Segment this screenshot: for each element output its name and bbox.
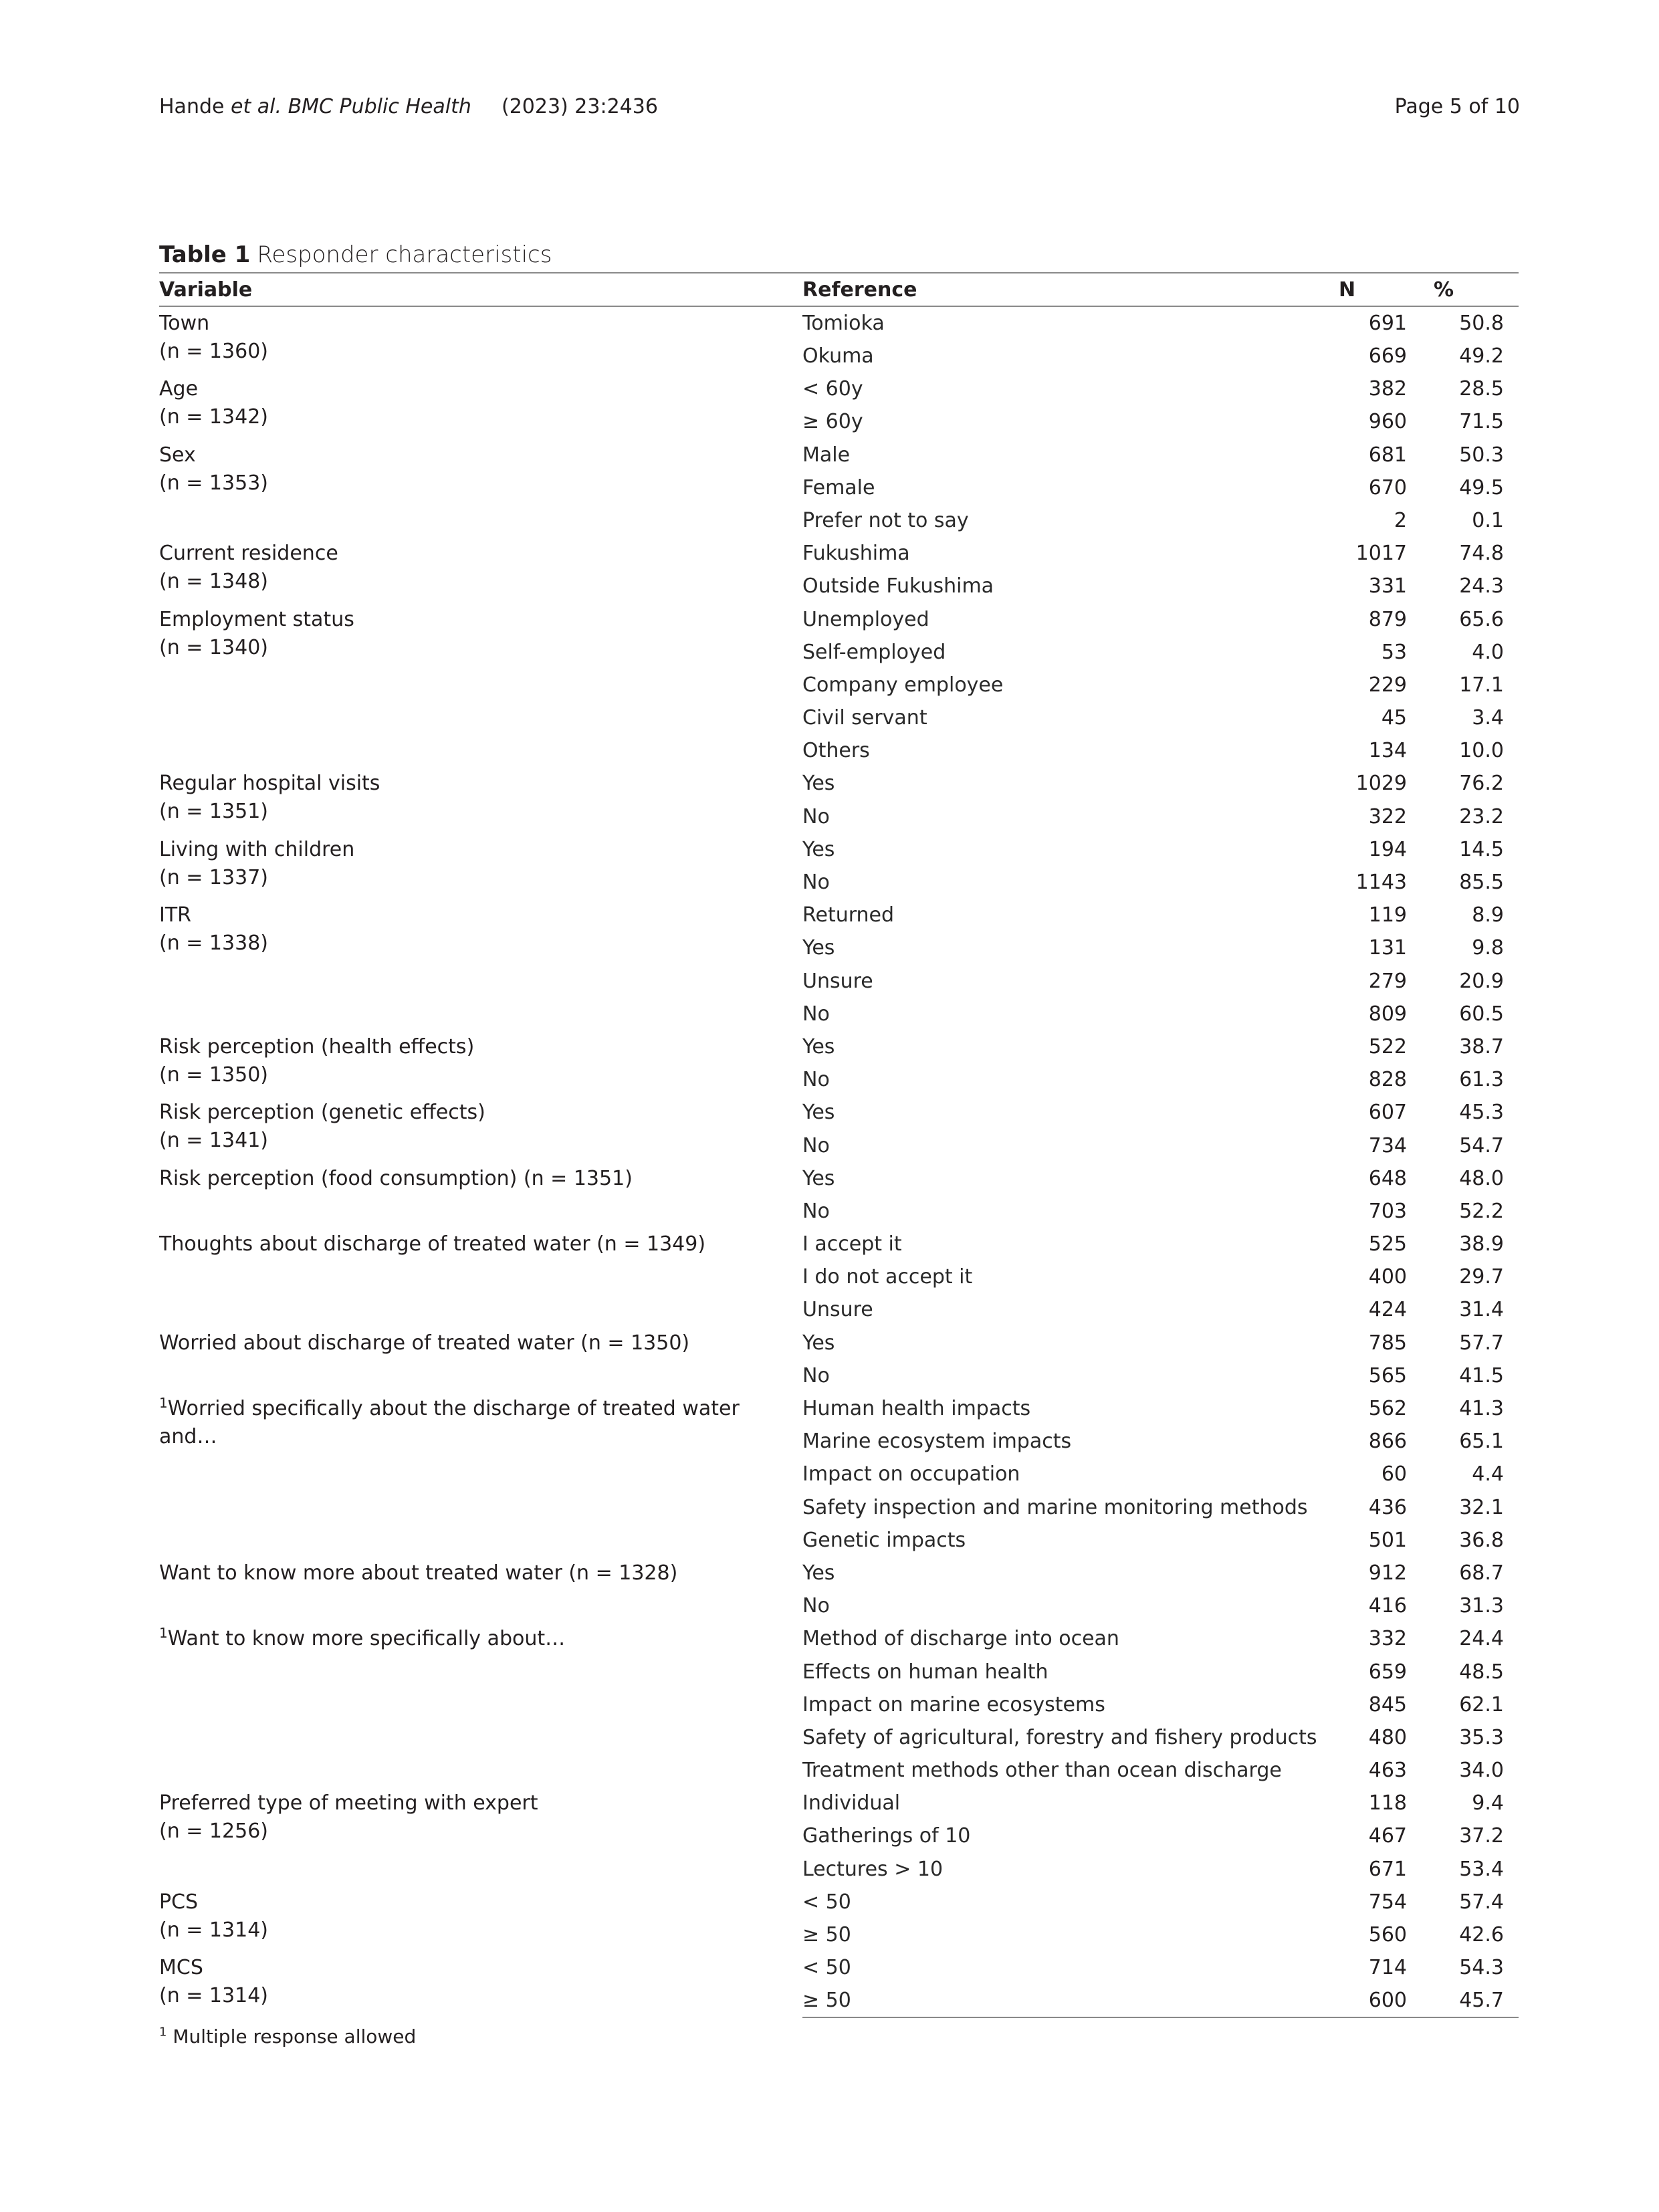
table-row <box>159 1622 1519 1655</box>
n-cell: 670 <box>1368 475 1407 500</box>
reference-cell: Self-employed <box>802 640 946 664</box>
percent-cell: 65.6 <box>1459 607 1504 631</box>
n-cell: 562 <box>1368 1397 1407 1420</box>
table-row <box>159 1228 1519 1260</box>
percent-cell: 9.4 <box>1472 1791 1504 1815</box>
variable-name: ITR <box>159 903 192 927</box>
percent-cell: 52.2 <box>1459 1199 1504 1223</box>
variable-sample-size: (n = 1341) <box>159 1129 268 1153</box>
percent-cell: 65.1 <box>1459 1430 1504 1454</box>
table-row <box>159 1886 1519 1918</box>
variable-name: MCS <box>159 1956 203 1980</box>
variable-cell <box>159 767 802 833</box>
reference-cell: Male <box>802 443 851 467</box>
variable-sample-size: (n = 1340) <box>159 635 268 659</box>
n-cell: 879 <box>1368 607 1407 631</box>
reference-cell: Yes <box>802 1101 835 1125</box>
reference-cell: Unemployed <box>802 607 929 631</box>
n-cell: 416 <box>1368 1594 1407 1618</box>
reference-cell: Unsure <box>802 1298 873 1322</box>
reference-cell: < 60y <box>802 377 863 401</box>
variable-cell <box>159 1886 802 1951</box>
variable-name: Want to know more specifically about… <box>167 1627 566 1651</box>
percent-cell: 36.8 <box>1459 1528 1504 1552</box>
reference-cell: Others <box>802 739 870 763</box>
reference-cell: Safety of agricultural, forestry and fishery products <box>802 1725 1317 1749</box>
reference-cell: Civil servant <box>802 706 927 730</box>
table-row <box>159 603 1519 636</box>
percent-cell: 24.3 <box>1459 574 1504 598</box>
reference-cell: No <box>802 804 830 828</box>
percent-cell: 45.3 <box>1459 1101 1504 1125</box>
percent-cell: 50.3 <box>1459 443 1504 467</box>
table-row <box>159 1096 1519 1129</box>
n-cell: 671 <box>1368 1857 1407 1881</box>
n-cell: 332 <box>1368 1627 1407 1651</box>
percent-cell: 61.3 <box>1459 1068 1504 1092</box>
percent-cell: 14.5 <box>1459 837 1504 861</box>
reference-cell: I do not accept it <box>802 1265 973 1289</box>
reference-cell: Yes <box>802 1331 835 1355</box>
percent-cell: 3.4 <box>1472 706 1504 730</box>
percent-cell: 57.4 <box>1459 1890 1504 1914</box>
reference-cell: Effects on human health <box>802 1660 1048 1684</box>
reference-cell: No <box>802 1594 830 1618</box>
n-cell: 131 <box>1368 936 1407 960</box>
percent-cell: 54.7 <box>1459 1133 1504 1157</box>
table-row <box>159 1162 1519 1195</box>
n-cell: 525 <box>1368 1232 1407 1256</box>
n-cell: 866 <box>1368 1430 1407 1454</box>
reference-cell: Method of discharge into ocean <box>802 1627 1119 1651</box>
n-cell: 785 <box>1368 1331 1407 1355</box>
reference-cell: < 50 <box>802 1956 851 1980</box>
n-cell: 118 <box>1368 1791 1407 1815</box>
variable-cell <box>159 1228 802 1327</box>
reference-cell: ≥ 50 <box>802 1984 1317 2017</box>
reference-cell: ≥ 50 <box>802 1923 851 1947</box>
n-cell: 382 <box>1368 377 1407 401</box>
variable-sample-size: (n = 1350) <box>159 1063 268 1087</box>
reference-cell: Yes <box>802 1034 835 1059</box>
table-row <box>159 1327 1519 1359</box>
percent-cell: 41.5 <box>1459 1363 1504 1388</box>
variable-name: Town <box>159 312 210 335</box>
variable-name: Current residence <box>159 542 338 566</box>
percent-cell: 49.5 <box>1459 475 1504 500</box>
n-cell: 322 <box>1368 804 1407 828</box>
n-cell: 703 <box>1368 1199 1407 1223</box>
reference-cell: Female <box>802 475 875 500</box>
reference-cell: No <box>802 1199 830 1223</box>
variable-cell <box>159 1096 802 1162</box>
n-cell: 522 <box>1368 1034 1407 1059</box>
reference-cell: Tomioka <box>802 312 885 335</box>
n-cell: 691 <box>1368 312 1407 335</box>
table-label: Table 1 <box>159 241 251 268</box>
reference-cell: Yes <box>802 772 835 796</box>
n-cell: 560 <box>1368 1923 1407 1947</box>
percent-cell: 60.5 <box>1459 1002 1504 1026</box>
reference-cell: Okuma <box>802 344 874 368</box>
percent-cell: 38.7 <box>1459 1034 1504 1059</box>
n-cell: 681 <box>1368 443 1407 467</box>
table-row <box>159 1557 1519 1589</box>
percent-cell: 42.6 <box>1459 1923 1504 1947</box>
authors: Hande <box>159 95 225 118</box>
reference-cell: < 50 <box>802 1890 851 1914</box>
reference-cell: No <box>802 1002 830 1026</box>
reference-cell: Yes <box>802 1166 835 1190</box>
n-cell: 279 <box>1368 969 1407 993</box>
variable-sample-size: (n = 1348) <box>159 570 268 594</box>
reference-cell: Yes <box>802 1561 835 1585</box>
n-cell: 436 <box>1368 1495 1407 1519</box>
variable-sample-size: (n = 1342) <box>159 405 268 429</box>
table-row <box>159 767 1519 800</box>
n-cell: 845 <box>1368 1692 1407 1717</box>
percent-cell: 68.7 <box>1459 1561 1504 1585</box>
variable-name: Living with children <box>159 837 355 861</box>
percent-cell: 38.9 <box>1459 1232 1504 1256</box>
table-row <box>159 372 1519 405</box>
reference-cell: I accept it <box>802 1232 902 1256</box>
n-cell: 119 <box>1368 903 1407 927</box>
table-row <box>159 537 1519 570</box>
variable-cell <box>159 1622 802 1787</box>
percent-cell: 28.5 <box>1459 377 1504 401</box>
column-header-variable: Variable <box>159 273 802 306</box>
n-cell: 229 <box>1368 673 1407 697</box>
variable-sample-size: (n = 1338) <box>159 931 268 956</box>
reference-cell: Genetic impacts <box>802 1528 966 1552</box>
reference-cell: Treatment methods other than ocean discharge <box>802 1759 1282 1783</box>
percent-cell: 37.2 <box>1459 1824 1504 1848</box>
variable-cell <box>159 1951 802 2017</box>
percent-cell: 76.2 <box>1459 772 1504 796</box>
n-cell: 501 <box>1368 1528 1407 1552</box>
n-cell: 134 <box>1368 739 1407 763</box>
percent-cell: 31.4 <box>1459 1298 1504 1322</box>
percent-cell: 35.3 <box>1459 1725 1504 1749</box>
n-cell: 648 <box>1368 1166 1407 1190</box>
reference-cell: No <box>802 1133 830 1157</box>
column-header-percent: % <box>1414 273 1519 306</box>
variable-cell <box>159 1392 802 1557</box>
n-cell: 607 <box>1368 1101 1407 1125</box>
variable-cell <box>159 1787 802 1886</box>
variable-name: Risk perception (genetic effects) <box>159 1101 485 1125</box>
reference-cell: Outside Fukushima <box>802 574 994 598</box>
variable-name: Employment status <box>159 607 354 631</box>
variable-cell <box>159 1327 802 1392</box>
table-row <box>159 833 1519 866</box>
percent-cell: 31.3 <box>1459 1594 1504 1618</box>
n-cell: 809 <box>1368 1002 1407 1026</box>
percent-cell: 0.1 <box>1472 508 1504 532</box>
variable-sample-size: (n = 1353) <box>159 471 268 495</box>
et-al: et al. <box>231 95 282 118</box>
footnote-mark: 1 <box>159 2025 167 2040</box>
variable-sample-size: (n = 1360) <box>159 340 268 363</box>
reference-cell: Yes <box>802 936 835 960</box>
variable-name: Worried specifically about the discharge of treated water and… <box>159 1397 740 1448</box>
n-cell: 565 <box>1368 1363 1407 1388</box>
reference-cell: Individual <box>802 1791 901 1815</box>
variable-cell <box>159 537 802 602</box>
reference-cell: Impact on occupation <box>802 1462 1020 1486</box>
reference-cell: No <box>802 1363 830 1388</box>
variable-name: Worried about discharge of treated water (n = 1350) <box>159 1331 690 1355</box>
reference-cell: Gatherings of 10 <box>802 1824 971 1848</box>
variable-cell <box>159 372 802 438</box>
n-cell: 1029 <box>1355 772 1407 796</box>
percent-cell: 24.4 <box>1459 1627 1504 1651</box>
percent-cell: 48.5 <box>1459 1660 1504 1684</box>
reference-cell: Human health impacts <box>802 1397 1031 1420</box>
percent-cell: 54.3 <box>1459 1956 1504 1980</box>
n-cell: 960 <box>1368 410 1407 434</box>
footnote-text: Multiple response allowed <box>173 2025 417 2048</box>
variable-sample-size: (n = 1256) <box>159 1819 268 1844</box>
table-1 <box>159 237 1519 2050</box>
percent-cell: 71.5 <box>1459 410 1504 434</box>
n-cell: 480 <box>1368 1725 1407 1749</box>
responder-table <box>159 272 1519 2018</box>
table-header-row <box>159 273 1519 306</box>
footnote-ref: 1 <box>159 1395 168 1411</box>
variable-name: Regular hospital visits <box>159 772 380 796</box>
variable-name: Age <box>159 377 199 401</box>
table-row <box>159 306 1519 340</box>
percent-cell: 57.7 <box>1459 1331 1504 1355</box>
variable-cell <box>159 1030 802 1096</box>
n-cell: 467 <box>1368 1824 1407 1848</box>
citation-volume: (2023) 23:2436 <box>502 95 658 118</box>
n-cell: 424 <box>1368 1298 1407 1322</box>
percent-cell: 20.9 <box>1459 969 1504 993</box>
percent-cell: 10.0 <box>1459 739 1504 763</box>
running-head <box>159 94 1520 127</box>
n-cell: 754 <box>1368 1890 1407 1914</box>
table-body <box>159 306 1519 2017</box>
percent-cell: 45.7 <box>1414 1984 1519 2017</box>
reference-cell: Company employee <box>802 673 1004 697</box>
table-row <box>159 1951 1519 1984</box>
percent-cell: 53.4 <box>1459 1857 1504 1881</box>
variable-name: Thoughts about discharge of treated water (n = 1349) <box>159 1232 706 1256</box>
reference-cell: Impact on marine ecosystems <box>802 1692 1105 1717</box>
reference-cell: ≥ 60y <box>802 410 863 434</box>
percent-cell: 29.7 <box>1459 1265 1504 1289</box>
percent-cell: 48.0 <box>1459 1166 1504 1190</box>
variable-sample-size: (n = 1351) <box>159 800 268 824</box>
variable-cell <box>159 306 802 372</box>
n-cell: 53 <box>1381 640 1407 664</box>
n-cell: 659 <box>1368 1660 1407 1684</box>
percent-cell: 8.9 <box>1472 903 1504 927</box>
variable-cell <box>159 439 802 538</box>
reference-cell: Fukushima <box>802 542 910 566</box>
percent-cell: 4.4 <box>1472 1462 1504 1486</box>
n-cell: 600 <box>1317 1984 1414 2017</box>
variable-sample-size: (n = 1314) <box>159 1918 268 1942</box>
n-cell: 194 <box>1368 837 1407 861</box>
n-cell: 45 <box>1381 706 1407 730</box>
variable-name: PCS <box>159 1890 199 1914</box>
table-title: Responder characteristics <box>257 241 552 268</box>
reference-cell: Lectures > 10 <box>802 1857 944 1881</box>
variable-cell <box>159 1557 802 1622</box>
n-cell: 331 <box>1368 574 1407 598</box>
reference-cell: No <box>802 1068 830 1092</box>
percent-cell: 17.1 <box>1459 673 1504 697</box>
table-row <box>159 1787 1519 1819</box>
variable-cell <box>159 1162 802 1228</box>
variable-name: Want to know more about treated water (n = 1328) <box>159 1561 678 1585</box>
n-cell: 669 <box>1368 344 1407 368</box>
percent-cell: 23.2 <box>1459 804 1504 828</box>
percent-cell: 85.5 <box>1459 871 1504 894</box>
n-cell: 1143 <box>1355 871 1407 894</box>
variable-sample-size: (n = 1314) <box>159 1984 268 2008</box>
table-row <box>159 899 1519 931</box>
variable-name: Preferred type of meeting with expert <box>159 1791 538 1815</box>
n-cell: 400 <box>1368 1265 1407 1289</box>
variable-name: Sex <box>159 443 196 467</box>
n-cell: 828 <box>1368 1068 1407 1092</box>
reference-cell: Prefer not to say <box>802 508 969 532</box>
percent-cell: 41.3 <box>1459 1397 1504 1420</box>
n-cell: 912 <box>1368 1561 1407 1585</box>
reference-cell: Yes <box>802 837 835 861</box>
variable-cell <box>159 899 802 1030</box>
percent-cell: 32.1 <box>1459 1495 1504 1519</box>
journal-name: BMC Public Health <box>288 95 471 118</box>
table-footnote <box>159 2023 1519 2050</box>
variable-cell <box>159 833 802 899</box>
column-header-n: N <box>1317 273 1414 306</box>
percent-cell: 62.1 <box>1459 1692 1504 1717</box>
n-cell: 714 <box>1368 1956 1407 1980</box>
variable-name: Risk perception (food consumption) (n = 1351) <box>159 1166 633 1190</box>
n-cell: 463 <box>1368 1759 1407 1783</box>
percent-cell: 34.0 <box>1459 1759 1504 1783</box>
citation-left <box>159 94 471 120</box>
n-cell: 1017 <box>1355 542 1407 566</box>
variable-sample-size: (n = 1337) <box>159 865 268 889</box>
table-row <box>159 1030 1519 1063</box>
reference-cell: Returned <box>802 903 895 927</box>
column-header-reference: Reference <box>802 273 1317 306</box>
percent-cell: 49.2 <box>1459 344 1504 368</box>
variable-name: Risk perception (health effects) <box>159 1034 475 1059</box>
table-row <box>159 439 1519 471</box>
percent-cell: 9.8 <box>1472 936 1504 960</box>
n-cell: 60 <box>1381 1462 1407 1486</box>
page-number: Page 5 of 10 <box>1394 95 1520 118</box>
table-row <box>159 1392 1519 1425</box>
reference-cell: No <box>802 871 830 894</box>
percent-cell: 4.0 <box>1472 640 1504 664</box>
table-caption <box>159 237 1519 272</box>
percent-cell: 74.8 <box>1459 542 1504 566</box>
reference-cell: Unsure <box>802 969 873 993</box>
reference-cell: Safety inspection and marine monitoring methods <box>802 1495 1308 1519</box>
percent-cell: 50.8 <box>1459 312 1504 335</box>
reference-cell: Marine ecosystem impacts <box>802 1430 1072 1454</box>
variable-cell <box>159 603 802 768</box>
n-cell: 2 <box>1394 508 1407 532</box>
footnote-ref: 1 <box>159 1625 168 1642</box>
n-cell: 734 <box>1368 1133 1407 1157</box>
